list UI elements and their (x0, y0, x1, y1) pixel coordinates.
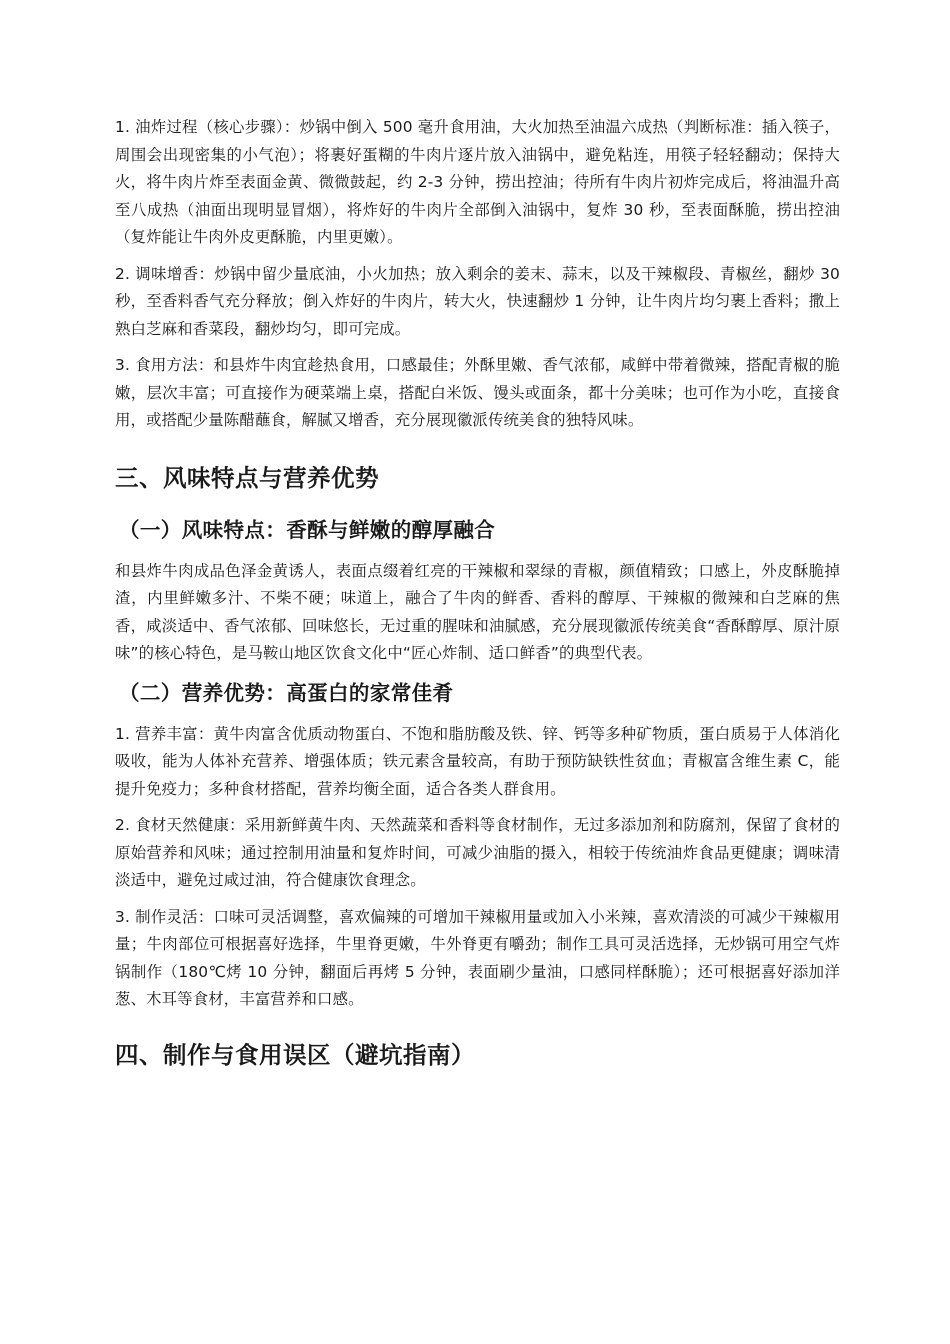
flavor-paragraph: 和县炸牛肉成品色泽金黄诱人，表面点缀着红亮的干辣椒和翠绿的青椒，颜值精致；口感上，外皮酥脆掉渣，内里鲜嫩多汁、不柴不硬；味道上，融合了牛肉的鲜香、香料的醇厚、干辣椒的微辣和白芝麻的焦香，咸淡适中、香气浓郁、回味悠长，无过重的腥味和油腻感，充分展现徽派传统美食“香酥醇厚、原汁原味”的核心特色，是马鞍山地区饮食文化中“匠心炸制、适口鲜香”的典型代表。 (115, 561, 840, 662)
frying-step-2: 2. 调味增香：炒锅中留少量底油，小火加热；放入剩余的姜末、蒜末，以及干辣椒段、青椒丝，翻炒 30 秒，至香料香气充分释放；倒入炸好的牛肉片，转大火，快速翻炒 1 分钟，让牛肉片均匀裹上香料；撒上熟白芝麻和香菜段，翻炒均匀，即可完成。 (115, 264, 840, 338)
nutrition-item-2: 2. 食材天然健康：采用新鲜黄牛肉、天然蔬菜和香料等食材制作，无过多添加剂和防腐剂，保留了食材的原始营养和风味；通过控制用油量和复炸时间，可减少油脂的摄入，相较于传统油炸食品更健康；调味清淡适中，避免过咸过油，符合健康饮食理念。 (115, 816, 840, 889)
document-page (115, 114, 840, 1072)
flavor-subheading: （一）风味特点：香酥与鲜嫩的醇厚融合 (119, 517, 496, 542)
section-4-heading: 四、制作与食用误区（避坑指南） (115, 1040, 475, 1069)
nutrition-item-1: 1. 营养丰富：黄牛肉富含优质动物蛋白、不饱和脂肪酸及铁、锌、钙等多种矿物质，蛋白质易于人体消化吸收，能为人体补充营养、增强体质；铁元素含量较高，有助于预防缺铁性贫血；青椒富含维生素 C，能提升免疫力；多种食材搭配，营养均衡全面，适合各类人群食用。 (115, 724, 840, 798)
frying-step-3: 3. 食用方法：和县炸牛肉宜趁热食用，口感最佳；外酥里嫩、香气浓郁，咸鲜中带着微辣，搭配青椒的脆嫩，层次丰富；可直接作为硬菜端上桌，搭配白米饭、馒头或面条，都十分美味；也可作为小吃，直接食用，或搭配少量陈醋蘸食，解腻又增香，充分展现徽派传统美食的独特风味。 (115, 356, 840, 429)
section-3-heading: 三、风味特点与营养优势 (115, 463, 379, 492)
nutrition-item-3: 3. 制作灵活：口味可灵活调整，喜欢偏辣的可增加干辣椒用量或加入小米辣，喜欢清淡的可减少干辣椒用量；牛肉部位可根据喜好选择，牛里脊更嫩，牛外脊更有嚼劲；制作工具可灵活选择，无炒锅可用空气炸锅制作（180℃烤 10 分钟，翻面后再烤 5 分钟，表面刷少量油，口感同样酥脆）；还可根据喜好添加洋葱、木耳等食材，丰富营养和口感。 (115, 907, 840, 1008)
frying-step-1: 1. 油炸过程（核心步骤）：炒锅中倒入 500 毫升食用油，大火加热至油温六成热（判断标准：插入筷子，周围会出现密集的小气泡）；将裹好蛋糊的牛肉片逐片放入油锅中，避免粘连，用筷子轻轻翻动；保持大火，将牛肉片炸至表面金黄、微微鼓起，约 2-3 分钟，捞出控油；待所有牛肉片初炸完成后，将油温升高至八成热（油面出现明显冒烟），将炸好的牛肉片全部倒入油锅中，复炸 30 秒，至表面酥脆，捞出控油（复炸能让牛肉外皮更酥脆，内里更嫩）。 (115, 118, 840, 246)
nutrition-subheading: （二）营养优势：高蛋白的家常佳肴 (119, 680, 454, 705)
